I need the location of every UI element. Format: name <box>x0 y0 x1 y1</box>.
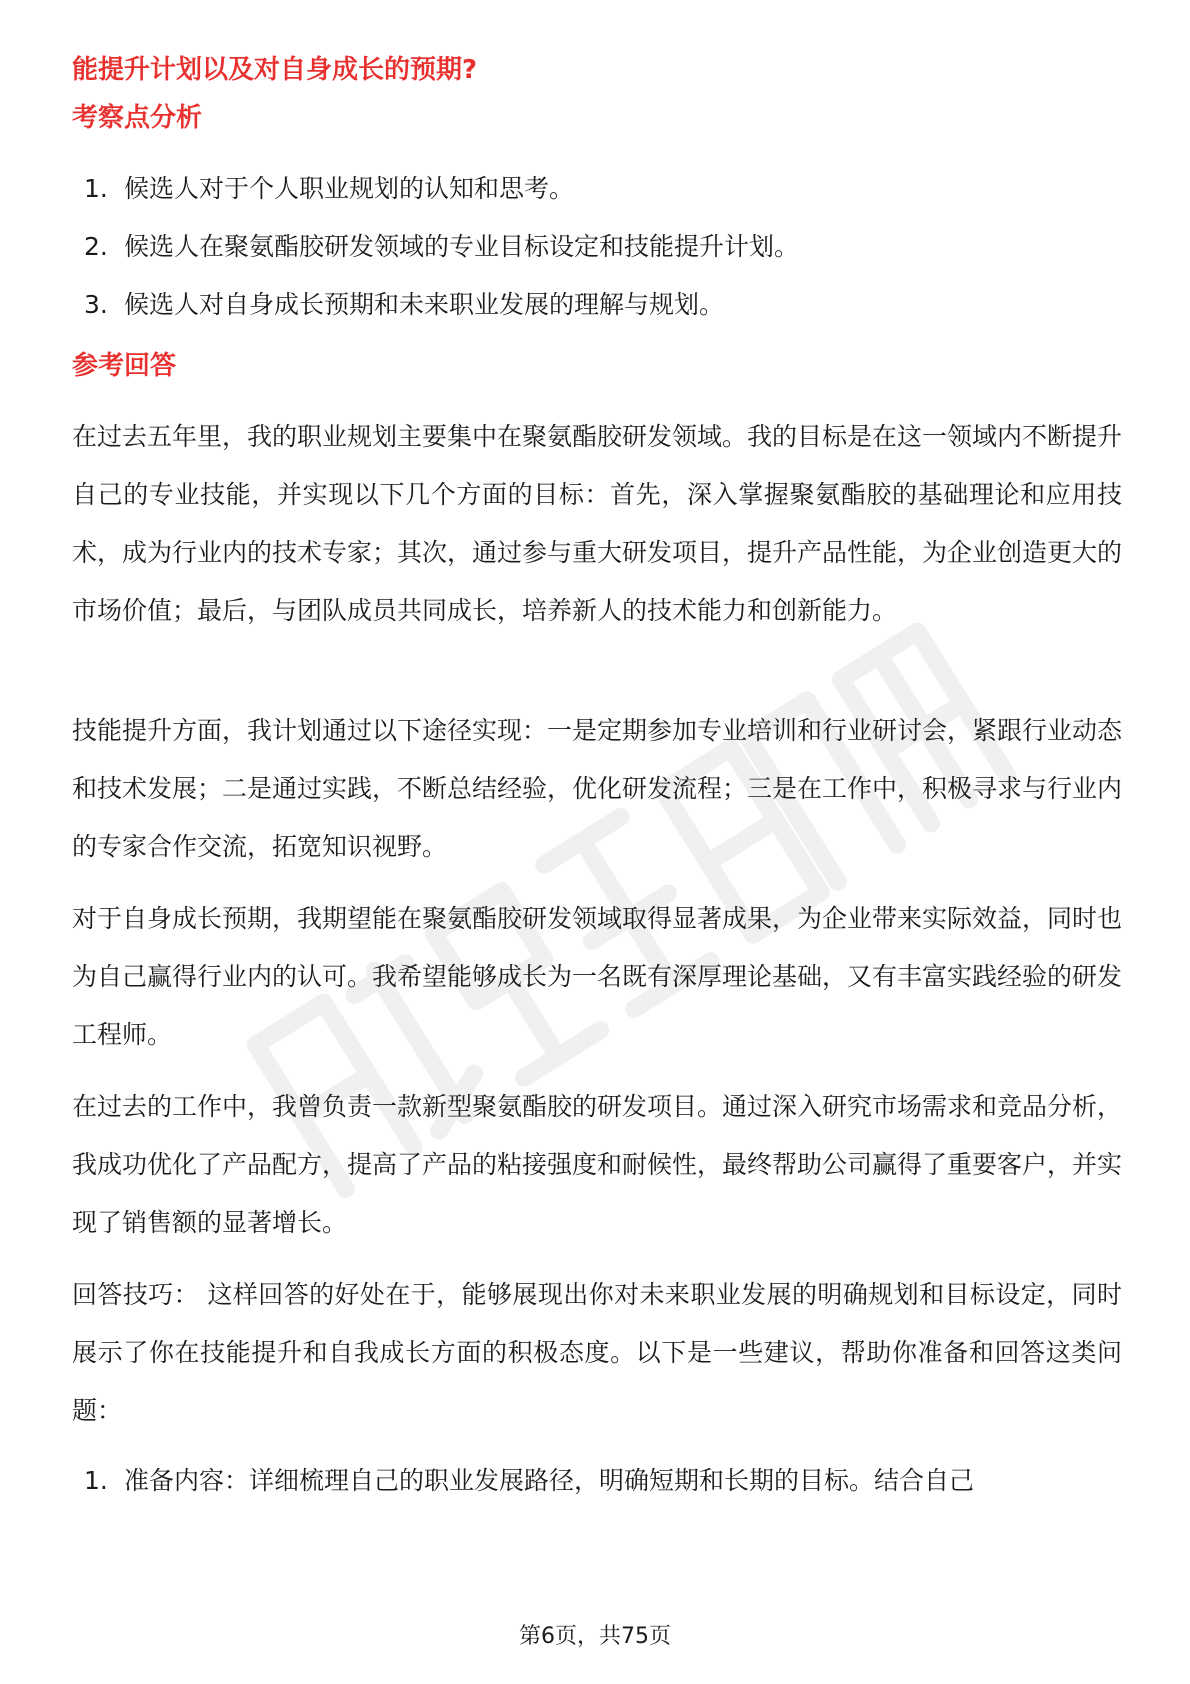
list-item-number: 3. <box>84 290 108 319</box>
analysis-heading: 考察点分析 <box>72 103 203 133</box>
list-item <box>84 1452 974 1510</box>
list-item-number: 1. <box>84 174 108 203</box>
question-title: 能提升计划以及对自身成长的预期? <box>72 55 478 85</box>
answer-paragraph-2: 技能提升方面，我计划通过以下途径实现：一是定期参加专业培训和行业研讨会，紧跟行业动态和技术发展；二是通过实践，不断总结经验，优化研发流程；三是在工作中，积极寻求与行业内的专家合作交流，拓宽知识视野。 <box>72 716 1123 861</box>
analysis-list <box>84 160 799 334</box>
list-item-text: 准备内容：详细梳理自己的职业发展路径，明确短期和长期的目标。结合自己 <box>124 1466 975 1495</box>
answer-paragraph-1: 在过去五年里，我的职业规划主要集中在聚氨酯胶研发领域。我的目标是在这一领域内不断提升自己的专业技能，并实现以下几个方面的目标：首先，深入掌握聚氨酯胶的基础理论和应用技术，成为行业内的技术专家；其次，通过参与重大研发项目，提升产品性能，为企业创造更大的市场价值；最后，与团队成员共同成长，培养新人的技术能力和创新能力。 <box>72 422 1123 625</box>
list-item <box>84 160 799 218</box>
list-item-number: 2. <box>84 232 108 261</box>
answer-tips-intro: 回答技巧： 这样回答的好处在于，能够展现出你对未来职业发展的明确规划和目标设定，同时展示了你在技能提升和自我成长方面的积极态度。以下是一些建议，帮助你准备和回答这类问题： <box>72 1280 1122 1425</box>
answer-heading: 参考回答 <box>72 351 177 381</box>
list-item-number: 1. <box>84 1466 108 1495</box>
list-item-text: 候选人对于个人职业规划的认知和思考。 <box>124 174 575 203</box>
list-item-text: 候选人对自身成长预期和未来职业发展的理解与规划。 <box>124 290 725 319</box>
list-item <box>84 218 799 276</box>
tips-list <box>84 1452 974 1510</box>
page-number: 第6页，共75页 <box>519 1624 671 1649</box>
list-item <box>84 276 799 334</box>
answer-paragraph-3: 对于自身成长预期，我期望能在聚氨酯胶研发领域取得显著成果，为企业带来实际效益，同时也为自己赢得行业内的认可。我希望能够成长为一名既有深厚理论基础，又有丰富实践经验的研发工程师。 <box>72 904 1123 1049</box>
list-item-text: 候选人在聚氨酯胶研发领域的专业目标设定和技能提升计划。 <box>124 232 800 261</box>
answer-paragraph-4: 在过去的工作中，我曾负责一款新型聚氨酯胶的研发项目。通过深入研究市场需求和竞品分析，我成功优化了产品配方，提高了产品的粘接强度和耐候性，最终帮助公司赢得了重要客户，并实现了销售额的显著增长。 <box>72 1092 1123 1237</box>
